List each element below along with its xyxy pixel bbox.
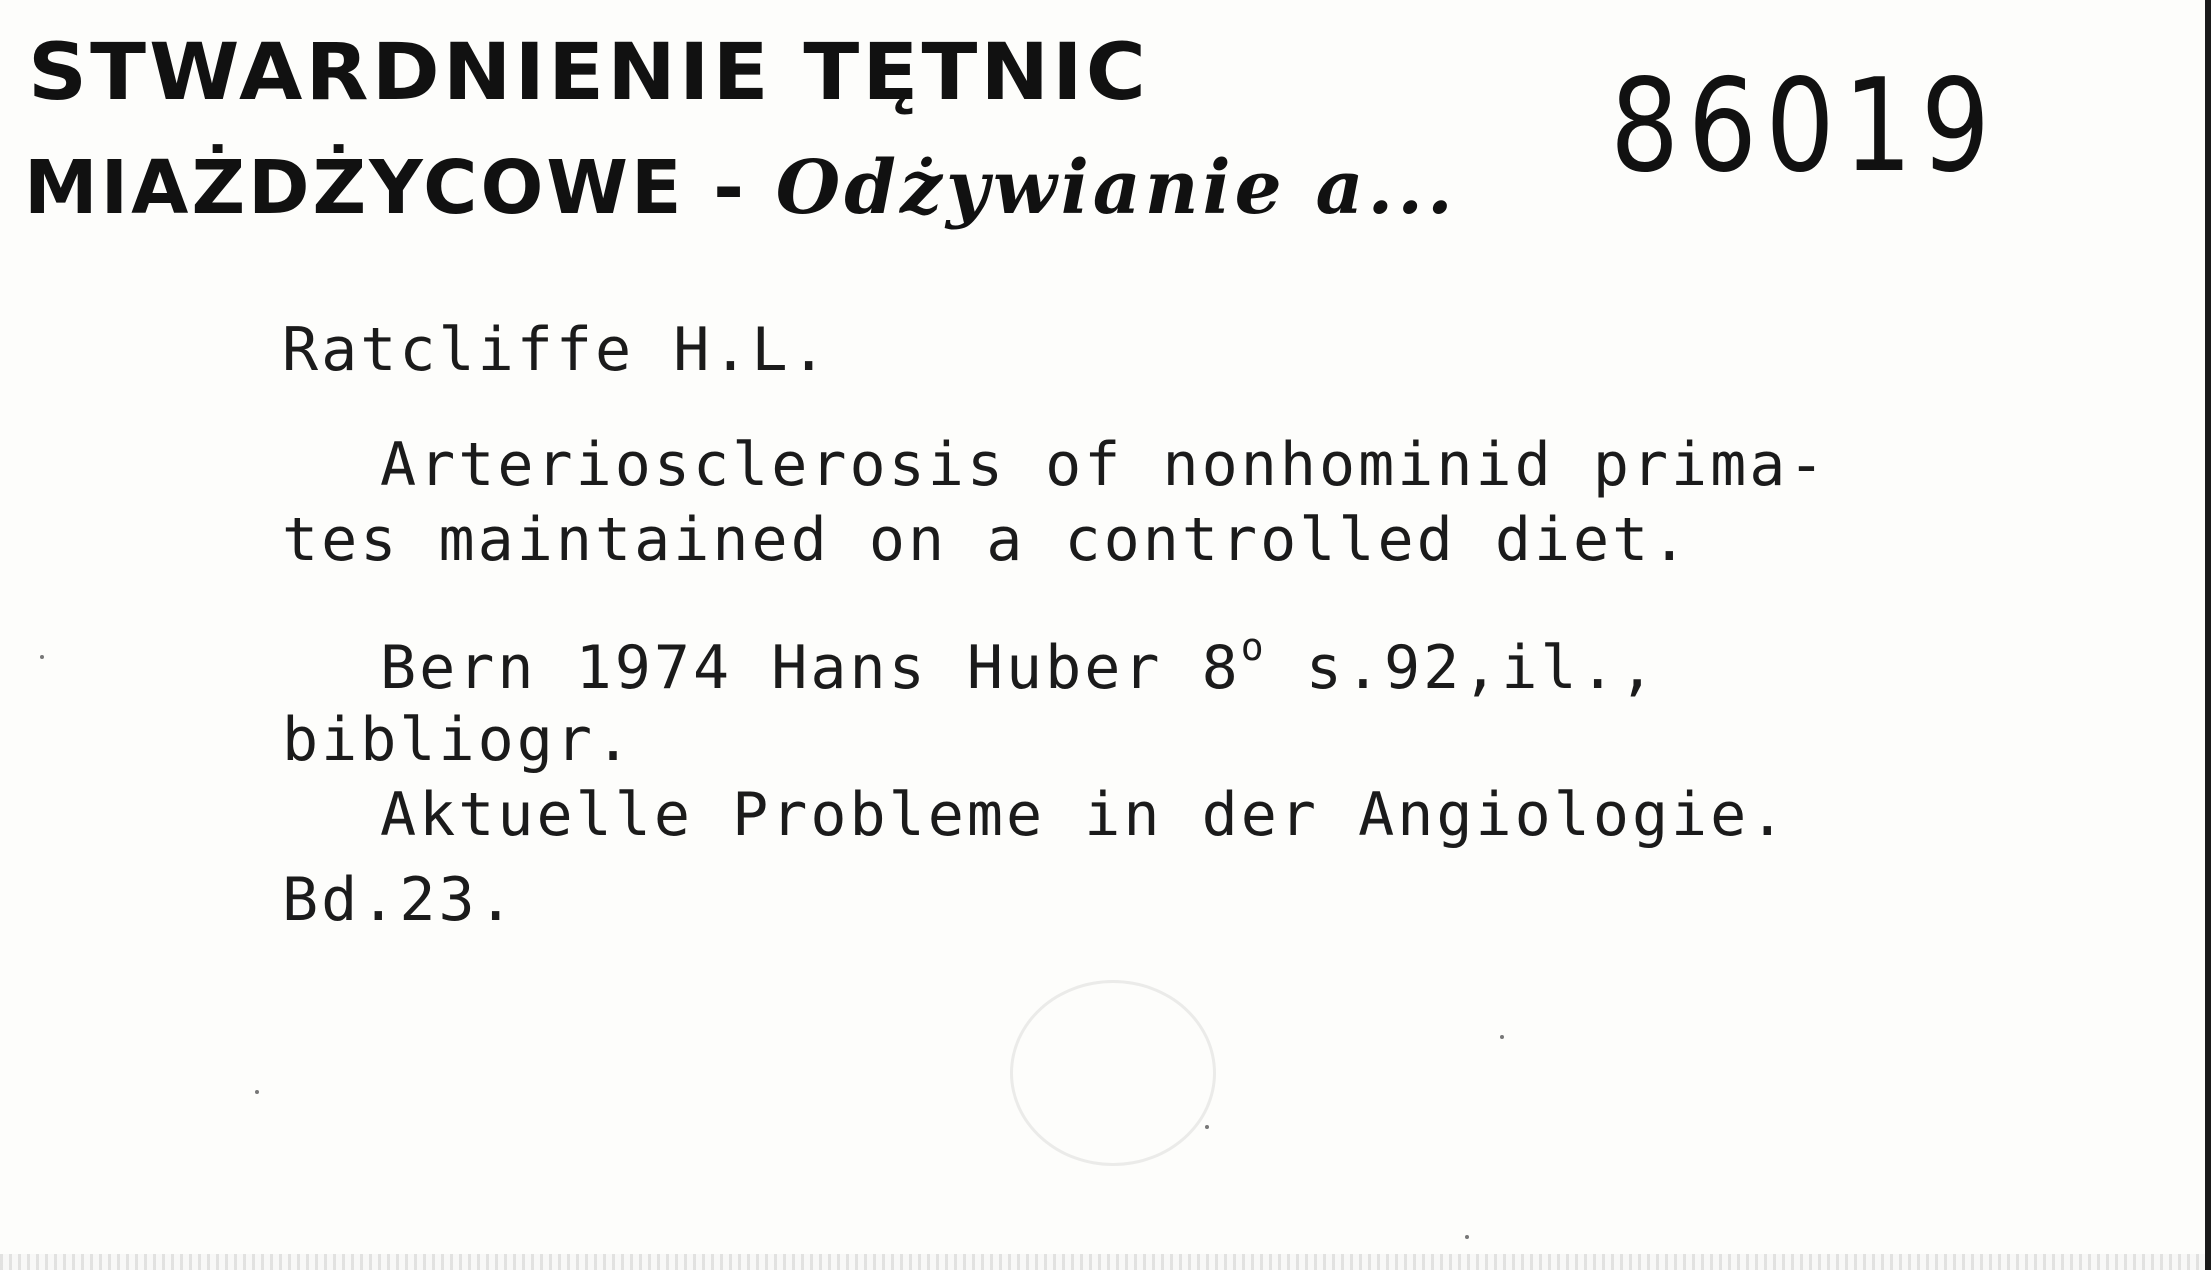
dust-speck (1205, 1125, 1209, 1129)
imprint-pages: s.92,il., (1266, 633, 1658, 703)
format-degree-mark: o (1240, 625, 1267, 669)
subject-heading-subdivision: Odżywianie a... (775, 145, 1457, 231)
imprint-line-2: bibliogr. (282, 705, 635, 775)
series-line-1: Aktuelle Probleme in der Angiologie. (380, 780, 1789, 850)
subject-heading-caps: MIAŻDŻYCOWE - (24, 145, 747, 231)
subject-heading-line1: STWARDNIENIE TĘTNIC (28, 28, 1150, 118)
series-line-2: Bd.23. (282, 865, 517, 935)
card-bottom-edge (0, 1254, 2205, 1270)
title-line-2: tes maintained on a controlled diet. (282, 505, 1691, 575)
dust-speck (40, 655, 44, 659)
author-line: Ratcliffe H.L. (282, 315, 830, 385)
dust-speck (255, 1090, 259, 1094)
imprint-line-1 (380, 625, 1658, 703)
dust-speck (1500, 1035, 1504, 1039)
title-line-1: Arteriosclerosis of nonhominid prima- (380, 430, 1828, 500)
faint-library-stamp (1010, 980, 1216, 1166)
imprint-place-date-publisher: Bern 1974 Hans Huber 8 (380, 633, 1241, 703)
call-number: 86019 (1610, 52, 1999, 201)
subject-heading-line2 (24, 145, 1457, 231)
dust-speck (1465, 1235, 1469, 1239)
